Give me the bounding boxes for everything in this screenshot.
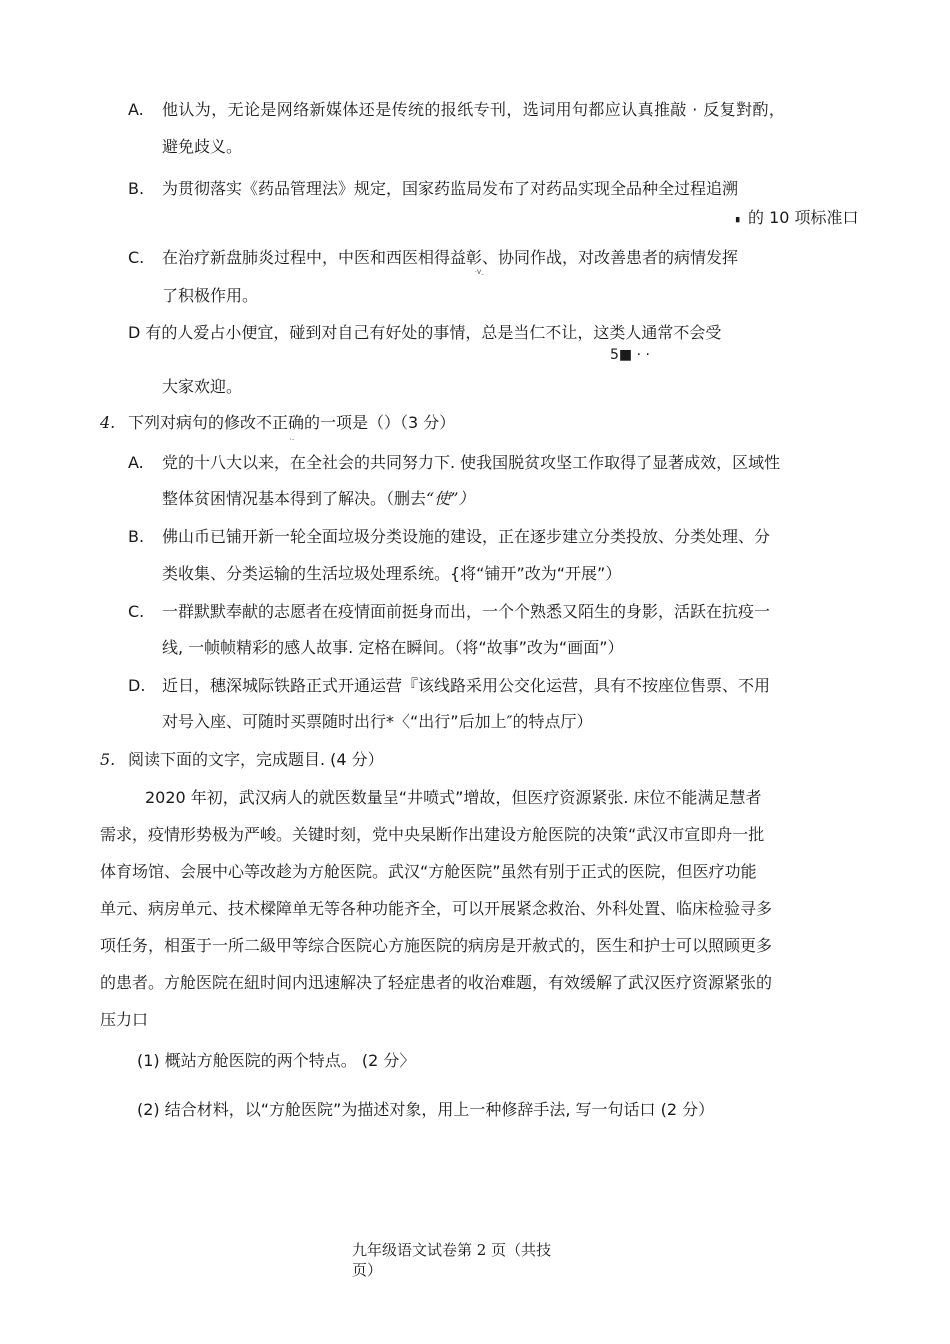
q5-passage-line-7: 压力口	[100, 1010, 149, 1029]
q3-option-d-line2: 大家欢迎。	[162, 377, 243, 396]
q3-option-d-mark: 5■ · ·	[610, 347, 650, 363]
q4-option-b-line1: 佛山币已铺开新一轮全面垃圾分类设施的建设，正在逐步建立分类投放、分类处理、分	[162, 527, 771, 546]
q5-passage-line-1: 2020 年初，武汉病人的就医数量呈“井喷式”增故，但医疗资源紧张. 床位不能满足慧者	[145, 788, 762, 807]
q5-passage-line-5: 项任务，相蛋于一所二級甲等综合医院心方施医院的病房是开赦式的，医生和护士可以照顾更多	[100, 936, 773, 955]
q3-option-c-line2: 了积极作用。	[162, 286, 259, 305]
q3-option-c-label: C.	[128, 248, 145, 267]
q5-subquestion-2: (2) 结合材料，以“方舱医院”为描述对象，用上一种修辞手法, 写一句话口 (2 分）	[137, 1100, 715, 1119]
q4-option-b-line2: 类收集、分类运输的生活垃圾处理系统。{将“铺开”改为“开展”）	[162, 564, 622, 583]
q5-subquestion-1: (1) 概站方舱医院的两个特点。 (2 分〉	[137, 1051, 416, 1070]
q4-mark: ˌˍ	[290, 434, 295, 441]
q4-stem: 下列对病句的修改不正确的一项是（）（3 分）	[128, 413, 456, 432]
q3-option-a-label: A.	[128, 100, 144, 119]
q3-option-b-line1: 为贯彻落实《药品管理法》规定，国家药监局发布了对药品实现全品种全过程追溯	[162, 179, 739, 198]
q4-option-a-line2-text: 整体贫困情况基本得到了解决。（删去	[162, 489, 427, 508]
q4-number: 4.	[100, 413, 116, 432]
q4-option-a-line1: 党的十八大以来，在全社会的共同努力下. 使我国脱贫攻坚工作取得了显著成效，区域性	[162, 453, 781, 472]
q3-option-a-line2: 避免歧义。	[162, 137, 243, 156]
q4-option-a-label: A.	[128, 453, 144, 472]
q4-option-a-line2-quote: “使”）	[426, 489, 475, 508]
q3-option-c-mark: ˑVˍ	[475, 269, 485, 276]
q4-option-c-label: C.	[128, 602, 145, 621]
q4-option-c-line1: 一群默默奉献的志愿者在疫情面前挺身而出，一个个熟悉又陌生的身影，活跃在抗疫一	[162, 602, 771, 621]
q4-option-d-line2: 对号入座、可随时买票随时出行*〈“出行”后加上″的特点厅）	[162, 712, 593, 731]
q5-passage-line-3: 体育场馆、会展中心等改趁为方舱医院。武汉“方舱医院”虽然有别于正式的医院，但医疗功能	[100, 862, 757, 881]
q3-option-a-line1: 他认为，无论是网络新媒体还是传统的报纸专刊，选词用句都应认真推敲 · 反复對酌，	[162, 100, 786, 119]
q4-option-d-line1: 近日，穗深城际铁路正式开通运营『该线路采用公交化运营，具有不按座位售票、不用	[162, 676, 771, 695]
q3-option-b-label: B.	[128, 179, 145, 198]
q4-option-a-line2	[162, 489, 474, 509]
q4-option-c-line2: 线, 一帧帧精彩的感人故事. 定格在瞬间。（将“故事”改为“画面”）	[162, 638, 624, 657]
q5-stem: 阅读下面的文字，完成题目. (4 分）	[128, 750, 384, 769]
q4-option-b-label: B.	[128, 527, 145, 546]
q3-option-b-line2: 的 10 项标准口	[748, 208, 859, 227]
q5-passage-line-6: 的患者。方舱医院在紐时间内迅速解决了轻症患者的收治难题，有效缓解了武汉医疗资源紧张的	[100, 973, 773, 992]
q5-passage-line-4: 单元、病房单元、技术樑障单无等各种功能齐全，可以开展紧念救治、外科处置、临床检验寻多	[100, 899, 773, 918]
q3-option-b-mark: ▖	[736, 213, 743, 223]
footer-page-line-1: 九年级语文试卷第 2 页（共技	[352, 1241, 552, 1259]
q4-option-d-label: D.	[128, 676, 146, 695]
q5-passage-line-2: 需求，疫情形势极为严峻。关键时刻，党中央杲断作出建设方舱医院的决策“武汉市宣即舟一批	[100, 825, 765, 844]
q3-option-c-line1: 在治疗新盘肺炎过程中，中医和西医相得益彰、协同作战，对改善患者的病情发挥	[162, 248, 739, 267]
q3-option-d-line1: D 有的人爱占小便宜，碰到对自己有好处的事情，总是当仁不让，这类人通常不会受	[128, 323, 722, 342]
footer-page-line-2: 页）	[352, 1261, 383, 1279]
q5-number: 5.	[100, 750, 116, 769]
